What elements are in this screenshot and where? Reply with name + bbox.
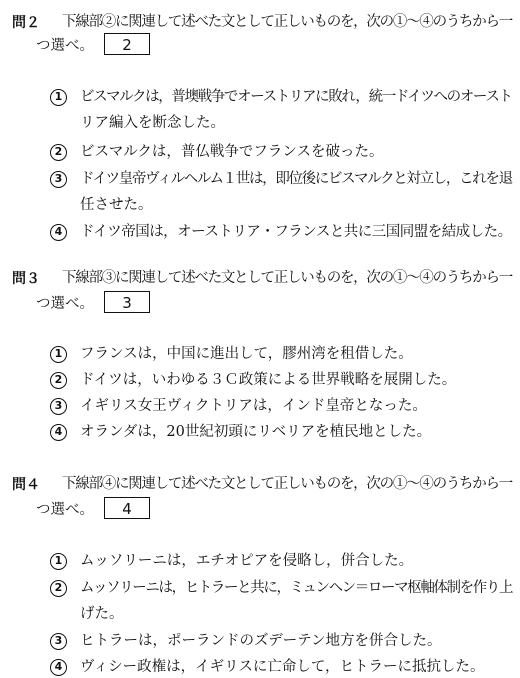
answer-box[interactable]: 2	[104, 33, 150, 55]
choice-marker-3: 3	[50, 398, 67, 415]
choice-text: ムッソリーニは，エチオピアを侵略し，併合した。	[80, 553, 414, 569]
question-stem-continued: つ選べ。	[36, 296, 94, 312]
choice-marker-2: 2	[50, 372, 67, 389]
question-stem: 下線部④に関連して述べた文として正しいものを，次の①〜④のうちから一	[62, 476, 512, 492]
choice-marker-3: 3	[50, 171, 67, 188]
question-number: 問４	[12, 477, 40, 493]
choice-marker-2: 2	[50, 580, 67, 597]
question-stem: 下線部③に関連して述べた文として正しいものを，次の①〜④のうちから一	[62, 270, 512, 286]
answer-box[interactable]: 3	[104, 291, 150, 313]
question-number: 問２	[12, 15, 40, 31]
choice-text: フランスは，中国に進出して，膠州湾を租借した。	[80, 346, 413, 362]
choice-text-continued: げた。	[80, 606, 124, 622]
choice-text: ビスマルクは，普仏戦争でフランスを破った。	[80, 144, 384, 160]
choice-marker-4: 4	[50, 224, 67, 241]
choice-text-continued: 任させた。	[80, 197, 153, 213]
choice-text: ドイツ皇帝ヴィルヘルム１世は，即位後にビスマルクと対立し，これを退	[80, 171, 512, 187]
choice-text: ムッソリーニは，ヒトラーと共に，ミュンヘン＝ローマ枢軸体制を作り上	[80, 580, 513, 596]
choice-text-continued: リア編入を断念した。	[80, 115, 225, 131]
choice-marker-1: 1	[50, 553, 67, 570]
choice-marker-4: 4	[50, 424, 67, 441]
question-number: 問３	[12, 271, 40, 287]
choice-marker-3: 3	[50, 633, 67, 650]
choice-marker-1: 1	[50, 89, 67, 106]
choice-text: ドイツは，いわゆる３Ｃ政策による世界戦略を展開した。	[80, 372, 457, 388]
choice-marker-4: 4	[50, 659, 67, 676]
question-stem-continued: つ選べ。	[36, 502, 94, 518]
choice-text: イギリス女王ヴィクトリアは，インド皇帝となった。	[80, 398, 427, 414]
choice-text: ヴィシー政権は，イギリスに亡命して，ヒトラーに抵抗した。	[80, 659, 485, 675]
choice-text: ビスマルクは，普墺戦争でオーストリアに敗れ，統一ドイツへのオースト	[80, 89, 512, 105]
question-stem-continued: つ選べ。	[36, 38, 94, 54]
choice-text: オランダは，20世紀初頭にリベリアを植民地とした。	[80, 424, 432, 440]
choice-marker-1: 1	[50, 346, 67, 363]
choice-text: ヒトラーは，ポーランドのズデーテン地方を併合した。	[80, 633, 442, 649]
answer-box[interactable]: 4	[104, 497, 150, 519]
question-stem: 下線部②に関連して述べた文として正しいものを，次の①〜④のうちから一	[62, 14, 512, 30]
choice-text: ドイツ帝国は，オーストリア・フランスと共に三国同盟を結成した。	[80, 224, 512, 240]
choice-marker-2: 2	[50, 144, 67, 161]
